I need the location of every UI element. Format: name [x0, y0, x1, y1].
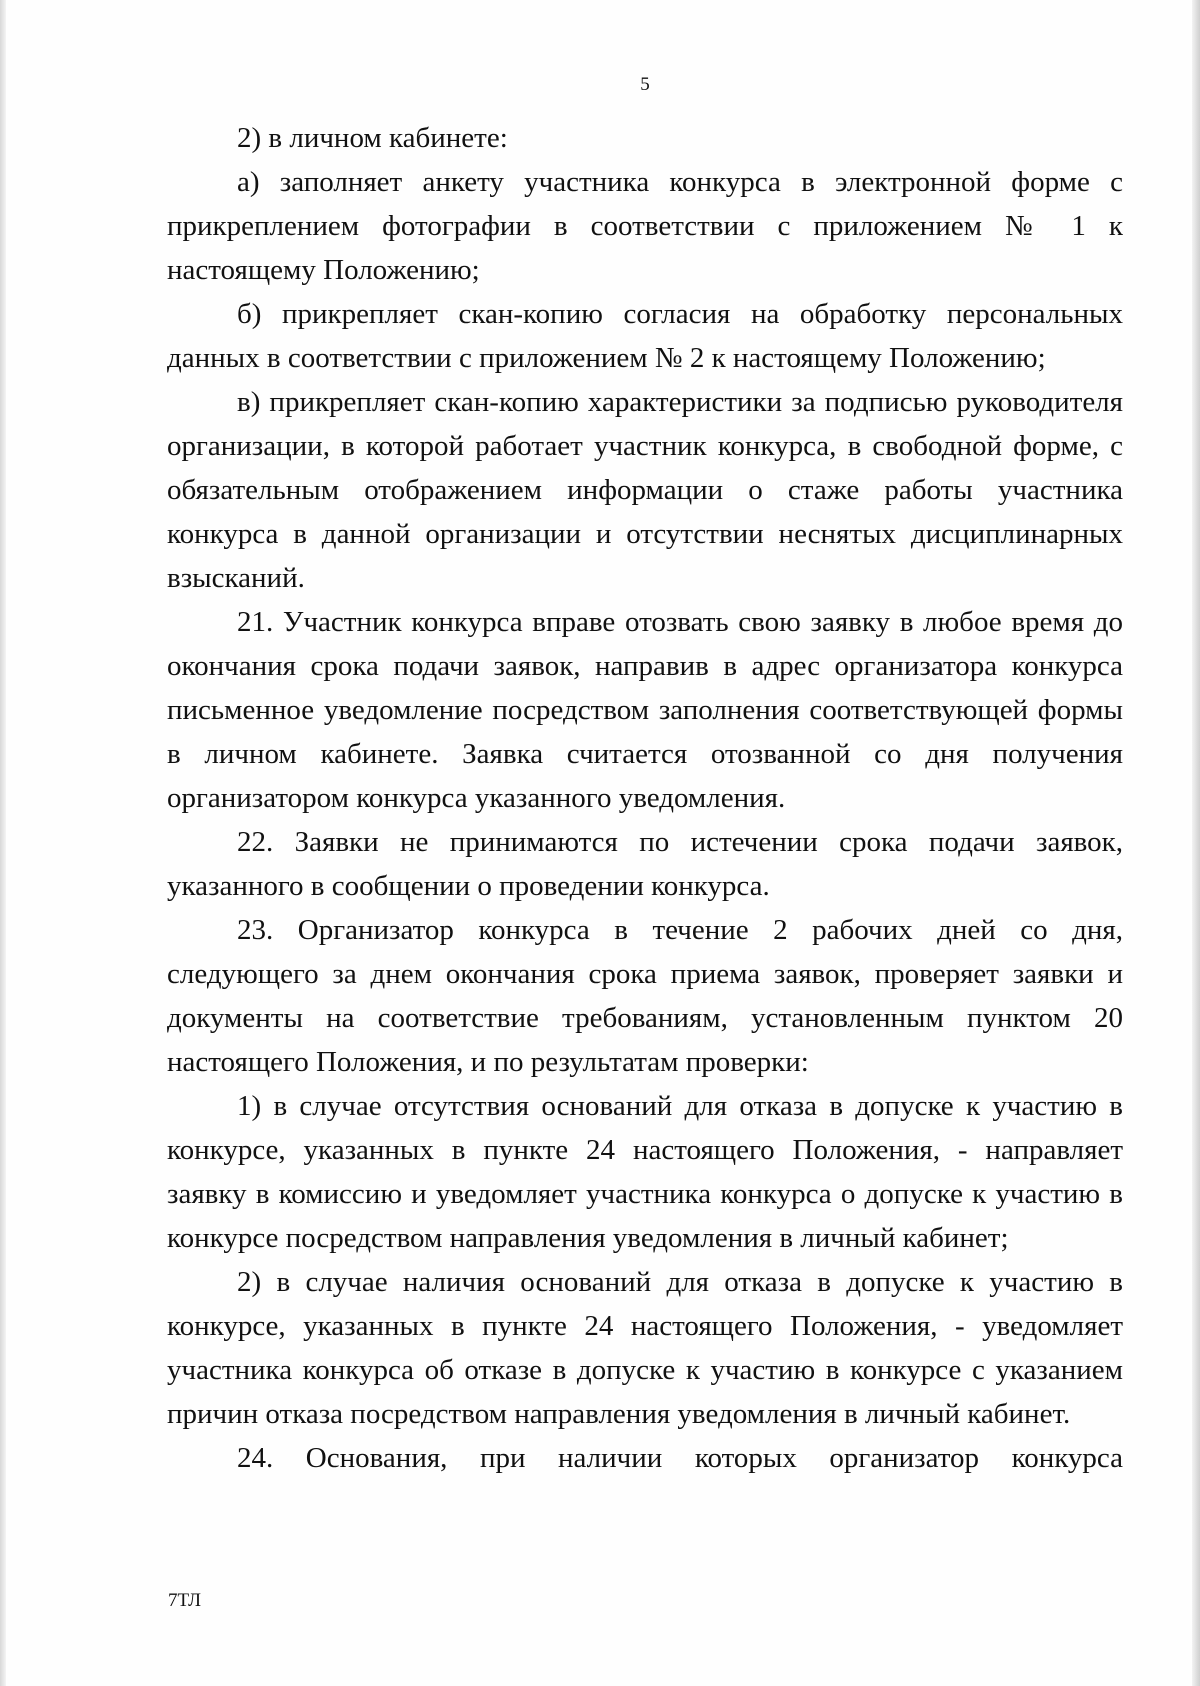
paragraph-item-a-questionnaire: а) заполняет анкету участника конкурса в электронной форме с прикреплением фотографии в соответствии с приложением № 1 к настоящему Положению; — [167, 166, 1123, 286]
scan-edge-right — [1192, 0, 1200, 1686]
page-number: 5 — [640, 74, 650, 95]
paragraph-clause-23-item-2: 2) в случае наличия оснований для отказа в допуске к участию в конкурсе, указанных в пункте 24 настоящего Положения, - уведомляет участника конкурса об отказе в допуске к участию в конкурсе с указанием причин отказа посредством направления уведомления в личный кабинет. — [167, 1266, 1123, 1430]
paragraph-clause-23-item-1: 1) в случае отсутствия оснований для отказа в допуске к участию в конкурсе, указанных в пункте 24 настоящего Положения, - направляет заявку в комиссию и уведомляет участника конкурса о допуске к участию в конкурсе посредством направления уведомления в личный кабинет; — [167, 1090, 1123, 1254]
paragraph-clause-23: 23. Организатор конкурса в течение 2 рабочих дней со дня, следующего за днем окончания срока приема заявок, проверяет заявки и документы на соответствие требованиям, установленным пунктом 20 настоящего Положения, и по результатам проверки: — [167, 914, 1123, 1078]
paragraph-clause-24: 24. Основания, при наличии которых организатор конкурса — [237, 1442, 1123, 1474]
paragraph-clause-22: 22. Заявки не принимаются по истечении срока подачи заявок, указанного в сообщении о проведении конкурса. — [167, 826, 1123, 902]
paragraph-clause-21: 21. Участник конкурса вправе отозвать свою заявку в любое время до окончания срока подачи заявок, направив в адрес организатора конкурса письменное уведомление посредством заполнения соответствующей формы в личном кабинете. Заявка считается отозванной со дня получения организатором конкурса указанного уведомления. — [167, 606, 1123, 814]
document-body — [167, 116, 1123, 1480]
scan-edge-left — [0, 0, 6, 1686]
footer-document-code: 7ТЛ — [168, 1590, 202, 1611]
paragraph-item-2-personal-cabinet: 2) в личном кабинете: — [237, 122, 508, 154]
paragraph-item-v-characteristics: в) прикрепляет скан-копию характеристики за подписью руководителя организации, в которой работает участник конкурса, в свободной форме, с обязательным отображением информации о стаже работы участника конкурса в данной организации и отсутствии неснятых дисциплинарных взысканий. — [167, 386, 1123, 594]
paragraph-item-b-consent: б) прикрепляет скан-копию согласия на обработку персональных данных в соответствии с приложением № 2 к настоящему Положению; — [167, 298, 1123, 374]
